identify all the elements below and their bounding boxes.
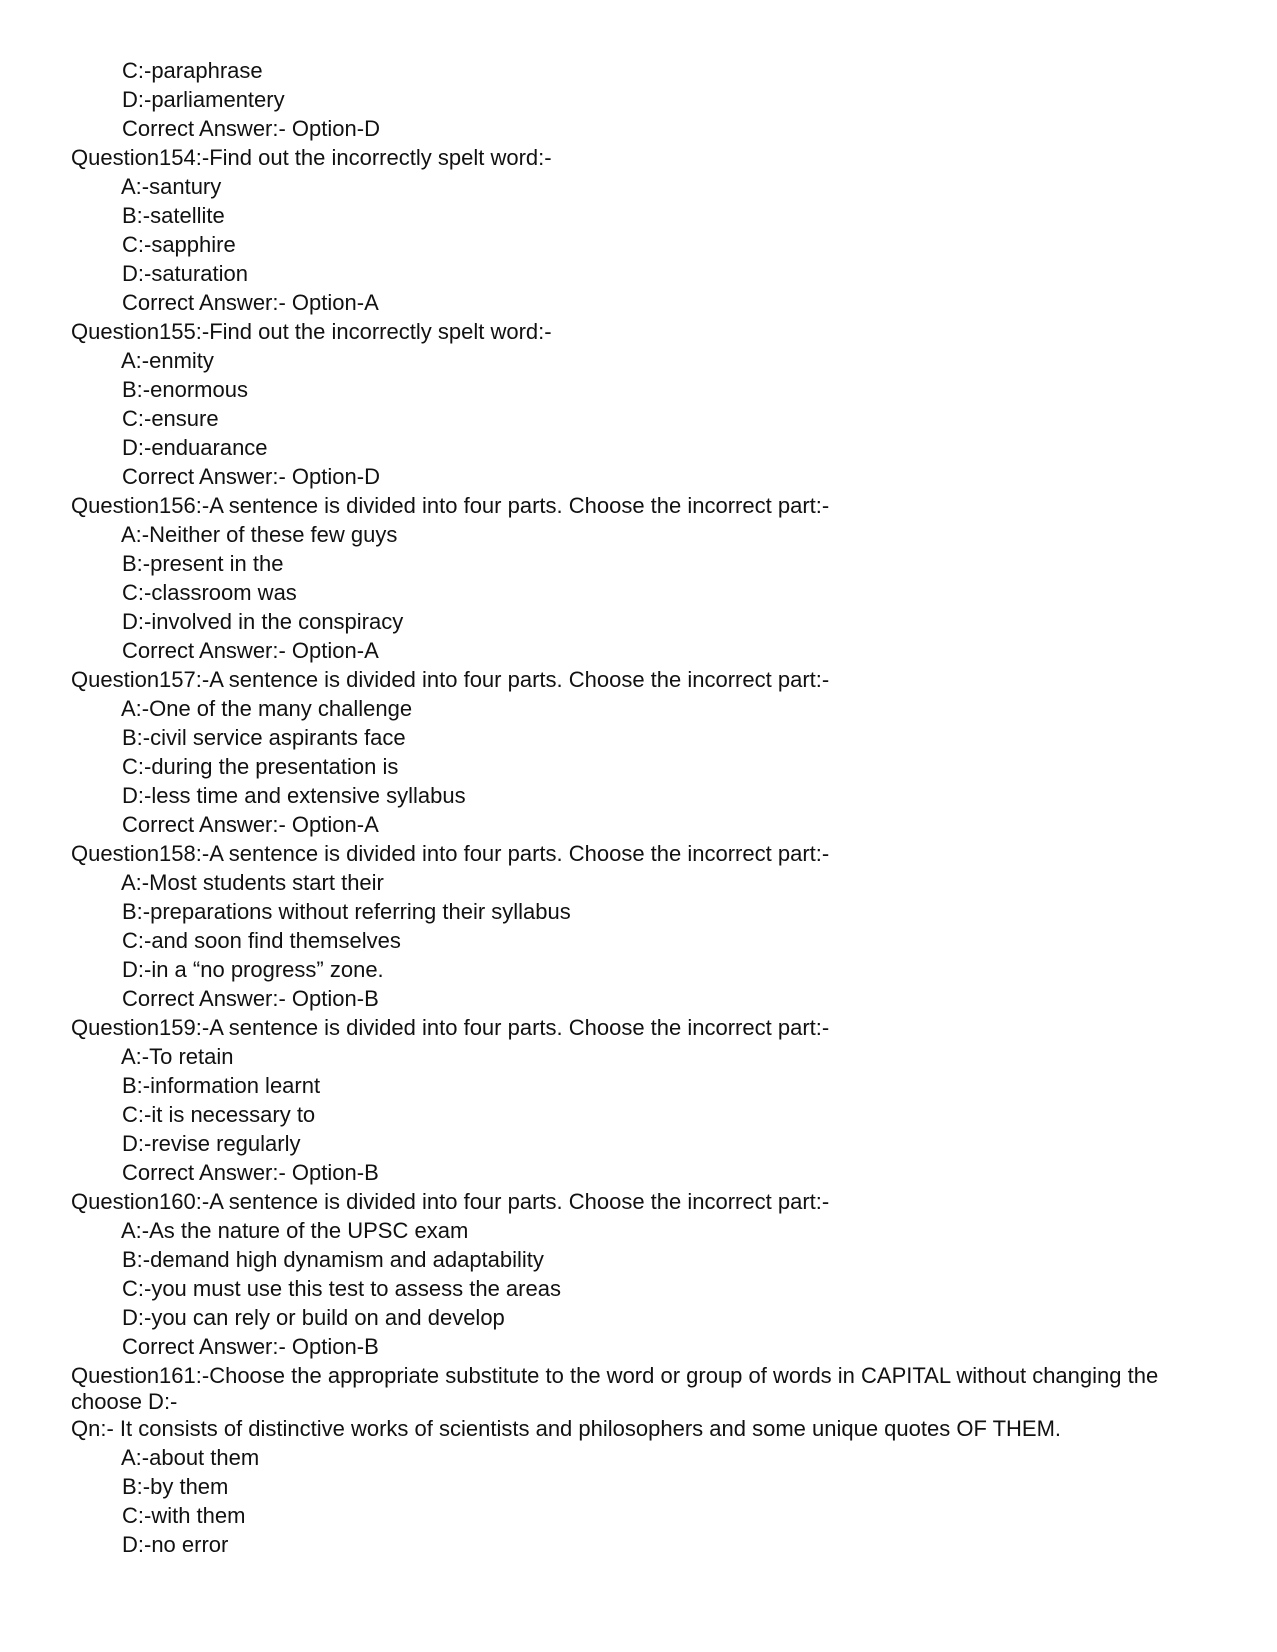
question-161-option-b: B:-by them xyxy=(122,1474,229,1499)
question-160-option-a: A:-As the nature of the UPSC exam xyxy=(121,1218,469,1243)
question-159-option-b: B:-information learnt xyxy=(122,1073,321,1098)
question-159-title: Question159:-A sentence is divided into four parts. Choose the incorrect part:- xyxy=(71,1015,830,1040)
question-159-option-a: A:-To retain xyxy=(121,1044,234,1069)
question-161-option-a: A:-about them xyxy=(121,1445,260,1470)
question-158-option-a: A:-Most students start their xyxy=(121,870,384,895)
question-159-correct-answer: Correct Answer:- Option-B xyxy=(122,1160,379,1185)
question-154-title: Question154:-Find out the incorrectly spelt word:- xyxy=(71,145,552,170)
question-155-option-c: C:-ensure xyxy=(122,406,219,431)
question-158-option-b: B:-preparations without referring their syllabus xyxy=(122,899,571,924)
question-156-option-c: C:-classroom was xyxy=(122,580,297,605)
question-160-title: Question160:-A sentence is divided into four parts. Choose the incorrect part:- xyxy=(71,1189,830,1214)
question-158-option-d: D:-in a “no progress” zone. xyxy=(122,957,384,982)
question-160-option-b: B:-demand high dynamism and adaptability xyxy=(122,1247,544,1272)
question-158-title: Question158:-A sentence is divided into four parts. Choose the incorrect part:- xyxy=(71,841,830,866)
question-156-option-a: A:-Neither of these few guys xyxy=(121,522,398,547)
question-161-qn: Qn:- It consists of distinctive works of scientists and philosophers and some unique quotes OF THEM. xyxy=(71,1416,1062,1441)
question-161-option-c: C:-with them xyxy=(122,1503,246,1528)
question-158-correct-answer: Correct Answer:- Option-B xyxy=(122,986,379,1011)
question-155-title: Question155:-Find out the incorrectly spelt word:- xyxy=(71,319,552,344)
question-161-title: Question161:-Choose the appropriate substitute to the word or group of words in CAPITAL without changing the xyxy=(71,1363,1159,1388)
question-157-option-d: D:-less time and extensive syllabus xyxy=(122,783,466,808)
question-156-option-b: B:-present in the xyxy=(122,551,284,576)
question-156-correct-answer: Correct Answer:- Option-A xyxy=(122,638,379,663)
question-161-title-continued: choose D:- xyxy=(71,1390,178,1414)
question-159-option-c: C:-it is necessary to xyxy=(122,1102,316,1127)
question-159-option-d: D:-revise regularly xyxy=(122,1131,301,1156)
question-154-option-d: D:-saturation xyxy=(122,261,248,286)
lead-option-c: C:-paraphrase xyxy=(122,58,263,83)
question-157-option-c: C:-during the presentation is xyxy=(122,754,399,779)
question-160-option-d: D:-you can rely or build on and develop xyxy=(122,1305,505,1330)
question-160-correct-answer: Correct Answer:- Option-B xyxy=(122,1334,379,1359)
question-154-option-b: B:-satellite xyxy=(122,203,225,228)
lead-correct-answer: Correct Answer:- Option-D xyxy=(122,116,380,141)
question-154-option-a: A:-santury xyxy=(121,174,222,199)
question-158-option-c: C:-and soon find themselves xyxy=(122,928,401,953)
question-155-option-a: A:-enmity xyxy=(121,348,214,373)
document-page xyxy=(0,56,1218,1559)
lead-option-d: D:-parliamentery xyxy=(122,87,285,112)
question-157-option-a: A:-One of the many challenge xyxy=(121,696,413,721)
question-154-correct-answer: Correct Answer:- Option-A xyxy=(122,290,379,315)
question-157-correct-answer: Correct Answer:- Option-A xyxy=(122,812,379,837)
question-157-title: Question157:-A sentence is divided into four parts. Choose the incorrect part:- xyxy=(71,667,830,692)
question-156-title: Question156:-A sentence is divided into four parts. Choose the incorrect part:- xyxy=(71,493,830,518)
question-155-option-d: D:-enduarance xyxy=(122,435,268,460)
question-155-option-b: B:-enormous xyxy=(122,377,248,402)
question-161-option-d: D:-no error xyxy=(122,1532,229,1557)
question-154-option-c: C:-sapphire xyxy=(122,232,236,257)
question-156-option-d: D:-involved in the conspiracy xyxy=(122,609,404,634)
question-155-correct-answer: Correct Answer:- Option-D xyxy=(122,464,380,489)
question-160-option-c: C:-you must use this test to assess the areas xyxy=(122,1276,561,1301)
question-157-option-b: B:-civil service aspirants face xyxy=(122,725,406,750)
